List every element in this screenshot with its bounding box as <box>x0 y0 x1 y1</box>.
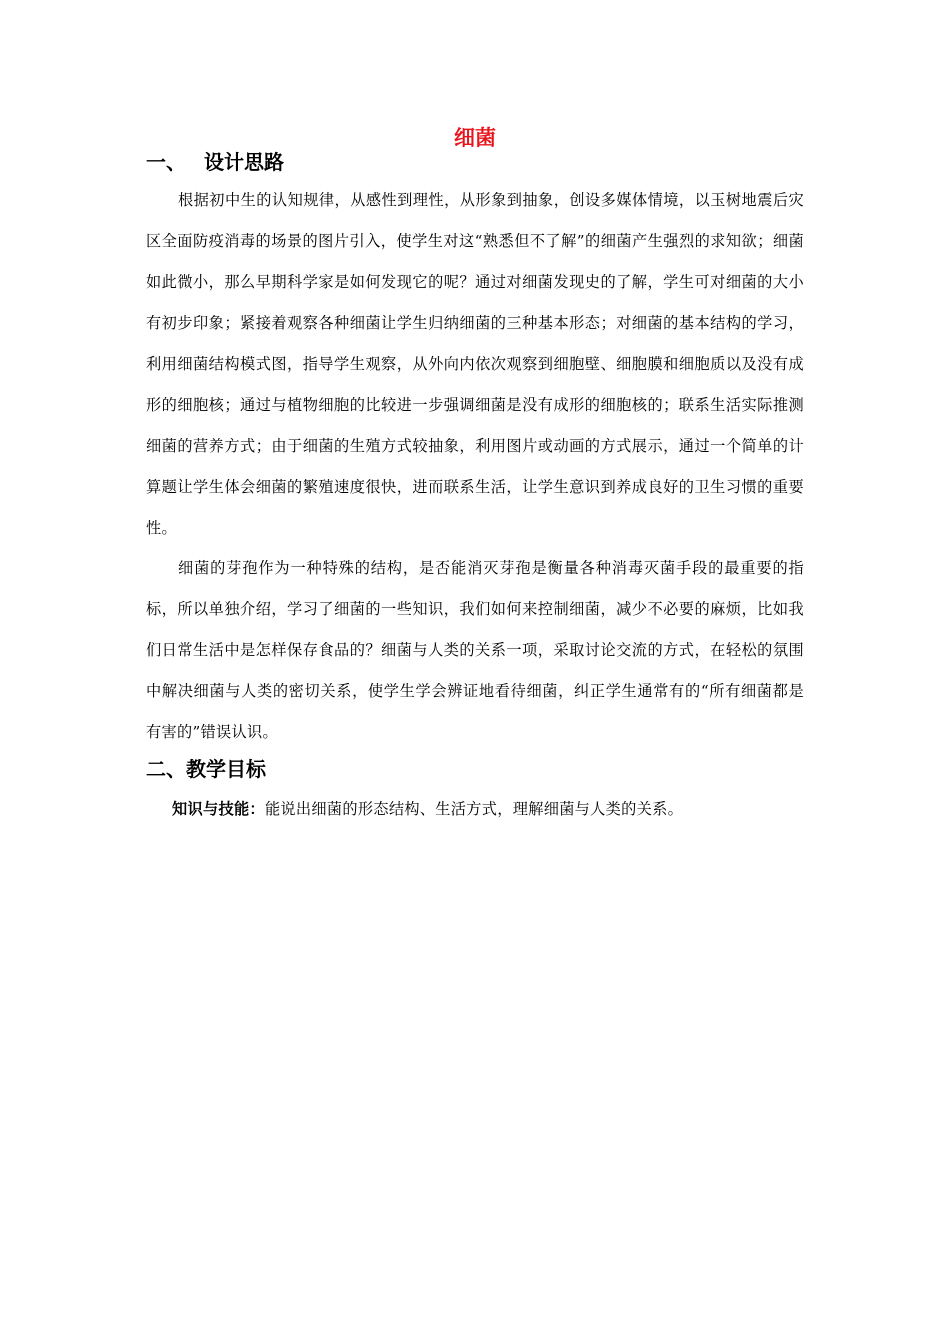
document-title: 细菌 <box>454 126 496 150</box>
section-heading-teaching-goals <box>146 755 266 783</box>
section-title: 设计思路 <box>204 150 284 174</box>
section-number: 二、 <box>146 757 186 781</box>
objective-knowledge-skills <box>172 795 683 823</box>
objective-text: 能说出细菌的形态结构、生活方式，理解细菌与人类的关系。 <box>264 800 684 818</box>
section-number: 一、 <box>146 150 186 174</box>
paragraph-design-idea-1: 根据初中生的认知规律，从感性到理性，从形象到抽象，创设多媒体情境，以玉树地震后灾区全面防疫消毒的场景的图片引入，使学生对这“熟悉但不了解”的细菌产生强烈的求知欲；细菌如此微小，那么早期科学家是如何发现它的呢？通过对细菌发现史的了解，学生可对细菌的大小有初步印象；紧接着观察各种细菌让学生归纳细菌的三种基本形态；对细菌的基本结构的学习，利用细菌结构模式图，指导学生观察，从外向内依次观察到细胞壁、细胞膜和细胞质以及没有成形的细胞核；通过与植物细胞的比较进一步强调细菌是没有成形的细胞核的；联系生活实际推测细菌的营养方式；由于细菌的生殖方式较抽象，利用图片或动画的方式展示，通过一个简单的计算题让学生体会细菌的繁殖速度很快，进而联系生活，让学生意识到养成良好的卫生习惯的重要性。 <box>146 191 804 537</box>
section-title: 教学目标 <box>186 757 266 781</box>
section-heading-design-idea <box>146 148 284 176</box>
objective-label: 知识与技能： <box>172 800 265 818</box>
paragraph-design-idea-2: 细菌的芽孢作为一种特殊的结构，是否能消灭芽孢是衡量各种消毒灭菌手段的最重要的指标，所以单独介绍，学习了细菌的一些知识，我们如何来控制细菌，减少不必要的麻烦，比如我们日常生活中是怎样保存食品的？细菌与人类的关系一项，采取讨论交流的方式，在轻松的氛围中解决细菌与人类的密切关系，使学生学会辨证地看待细菌，纠正学生通常有的“所有细菌都是有害的”错误认识。 <box>146 559 804 741</box>
